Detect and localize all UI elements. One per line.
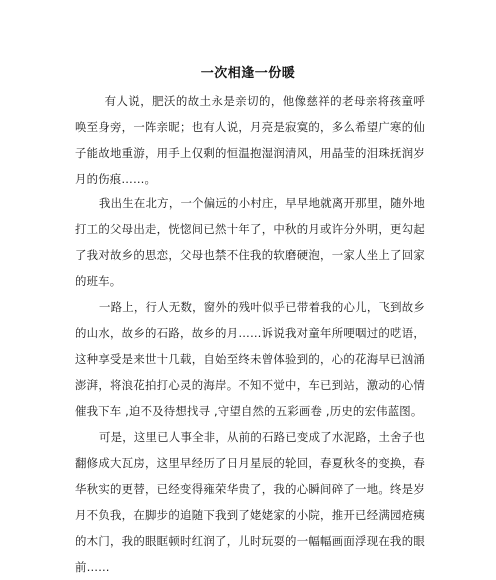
document-title: 一次相逢一份暖 <box>200 66 296 81</box>
paragraph-4: 可是，这里已人事全非，从前的石路已变成了水泥路，土舍子也翻修成大瓦房，这里早经历了日月星辰的轮回，春夏秋冬的变换，春华秋实的更替，已经变得雍荣华贵了，我的心瞬间碎了一地。终是岁月不负我，在脚步的追随下我到了姥姥家的小院，推开已经满园疮痍的木门，我的眼眶顿时红润了，儿时玩耍的一幅幅画面浮现在我的眼前…… <box>75 430 425 574</box>
paragraph-2: 我出生在北方，一个偏远的小村庄，早早地就离开那里，随外地打工的父母出走，恍惚间已然十年了，中秋的月或许分外明，更勾起了我对故乡的思恋，父母也禁不住我的软磨硬泡，一家人坐上了回家的班车。 <box>75 196 425 288</box>
paragraph-1: 有人说，肥沃的故土永是亲切的，他像慈祥的老母亲将孩童呼唤至身旁，一阵亲昵；也有人说，月亮是寂寞的，多么希望广寒的仙子能故地重游，用手上仅剩的恒温抱湿润清风，用晶莹的泪珠抚润岁月的伤痕……。 <box>75 94 425 186</box>
paragraph-3: 一路上，行人无数，窗外的残叶似乎已带着我的心儿，飞到故乡的山水，故乡的石路，故乡的月……诉说我对童年所哽咽过的呓语，这种享受是来世十几载，自始至终未曾体验到的，心的花海早已汹涌澎湃，将浪花拍打心灵的海岸。不知不觉中，车已到站，激动的心情催我下车 ,迫不及待想找寻 ,守望自然的五彩画卷 ,历史的宏伟蓝图。 <box>75 300 425 418</box>
